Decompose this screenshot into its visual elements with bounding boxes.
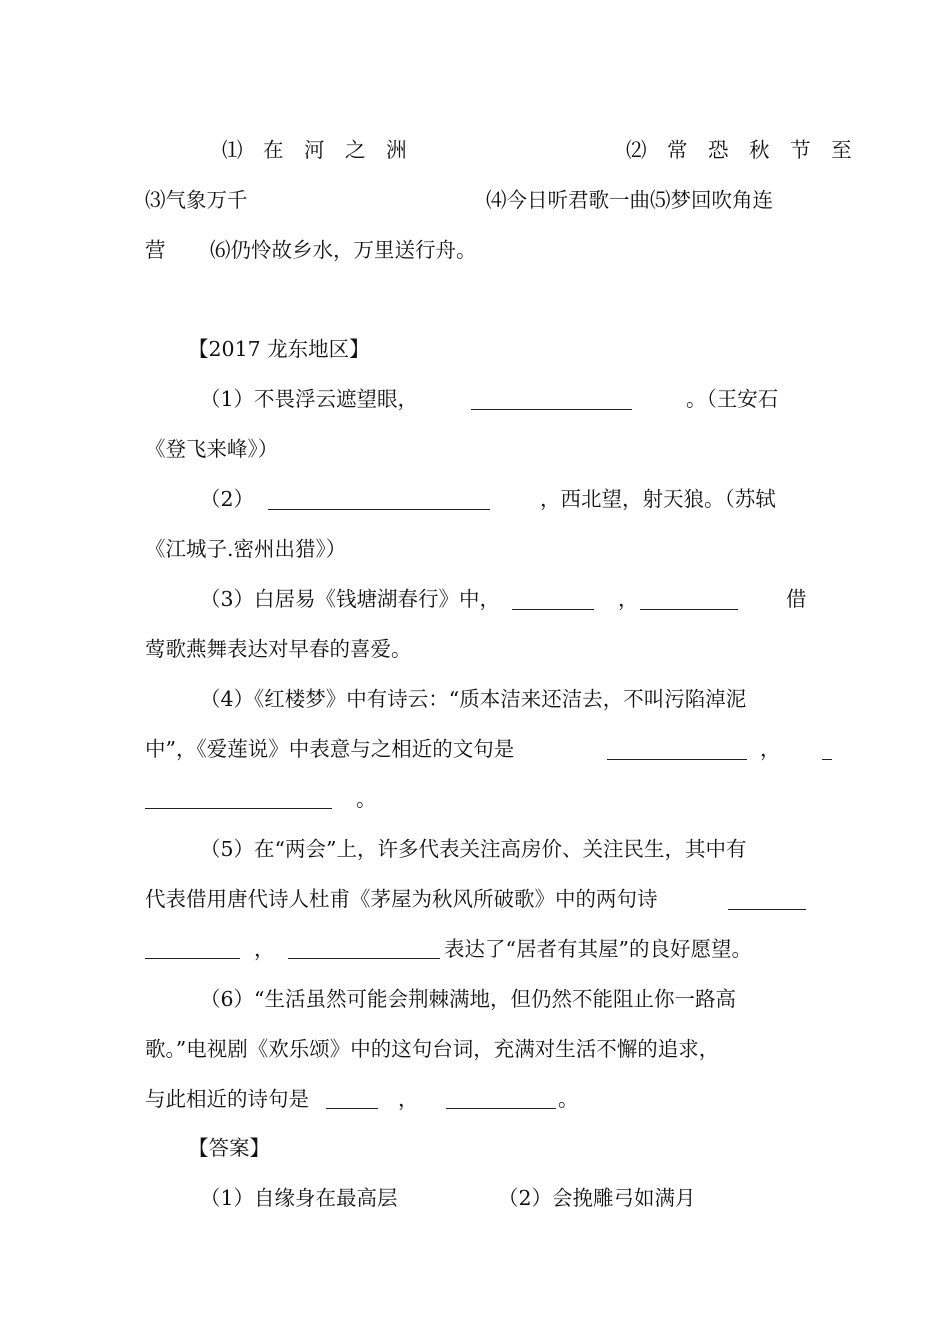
- q1-source: 。（王安石: [686, 387, 779, 411]
- q4-text: （4）《红楼梦》中有诗云：“质本洁来还洁去，不叫污陷淖泥: [200, 687, 747, 711]
- q6-cont: 歌。”电视剧《欢乐颂》中的这句台词，充满对生活不懈的追求，: [145, 1037, 720, 1061]
- q6-text: （6）“生活虽然可能会荆棘满地，但仍然不能阻止你一路高: [200, 987, 737, 1011]
- prev-answer-4-5: ⑷今日听君歌一曲⑸梦回吹角连: [486, 188, 773, 212]
- q3-text: （3）白居易《钱塘湖春行》中，: [200, 587, 501, 611]
- q2-text: ，西北望，射天狼。（苏轼: [540, 487, 776, 511]
- q5-blank-1-start: [728, 909, 806, 910]
- prev-answer-2: ⑵ 常 恐 秋 节 至: [626, 138, 859, 162]
- q5-blank-1: [145, 958, 240, 959]
- answer-1: （1）自缘身在最高层: [200, 1186, 398, 1210]
- q3-tail: 借: [786, 587, 807, 611]
- q4-blank-2: [145, 808, 332, 809]
- answer-2: （2）会挽雕弓如满月: [498, 1186, 696, 1210]
- q5-comma: ，: [254, 937, 275, 961]
- prev-answer-1: ⑴ 在 河 之 洲: [222, 138, 414, 162]
- q4-comma: ，: [760, 737, 781, 761]
- q5-end: 表达了“居者有其屋”的良好愿望。: [444, 937, 752, 961]
- q4-cont: 中”，《爱莲说》中表意与之相近的文句是: [145, 737, 515, 761]
- q6-comma: ，: [398, 1087, 419, 1111]
- q4-end: 。: [356, 787, 377, 811]
- q6-blank-1: [326, 1108, 378, 1109]
- q1-source-cont: 《登飞来峰》）: [145, 437, 279, 461]
- q5-blank-2: [288, 958, 440, 959]
- q6-prompt: 与此相近的诗句是: [145, 1087, 309, 1111]
- q2-source-cont: 《江城子.密州出猎》）: [145, 537, 347, 561]
- prev-answer-3: ⑶气象万千: [145, 188, 248, 212]
- q4-blank-2-start: [822, 759, 832, 760]
- answers-title: 【答案】: [188, 1136, 270, 1160]
- q1-blank: [471, 409, 632, 410]
- q5-cont: 代表借用唐代诗人杜甫《茅屋为秋风所破歌》中的两句诗: [145, 887, 658, 911]
- q2-blank: [268, 509, 490, 510]
- q6-blank-2: [446, 1108, 556, 1109]
- section-title: 【2017 龙东地区】: [188, 337, 370, 361]
- q3-blank-2: [640, 609, 738, 610]
- q5-text: （5）在“两会”上，许多代表关注高房价、关注民生，其中有: [200, 837, 747, 861]
- q1-text: （1）不畏浮云遮望眼，: [200, 387, 419, 411]
- q3-cont: 莺歌燕舞表达对早春的喜爱。: [145, 637, 412, 661]
- q2-number: （2）: [200, 487, 255, 511]
- q3-comma: ，: [618, 587, 639, 611]
- q6-end: 。: [558, 1087, 579, 1111]
- prev-answer-5-cont: 营: [145, 238, 166, 262]
- prev-answer-6: ⑹仍怜故乡水，万里送行舟。: [210, 238, 477, 262]
- q3-blank-1: [512, 609, 594, 610]
- q4-blank-1: [607, 759, 747, 760]
